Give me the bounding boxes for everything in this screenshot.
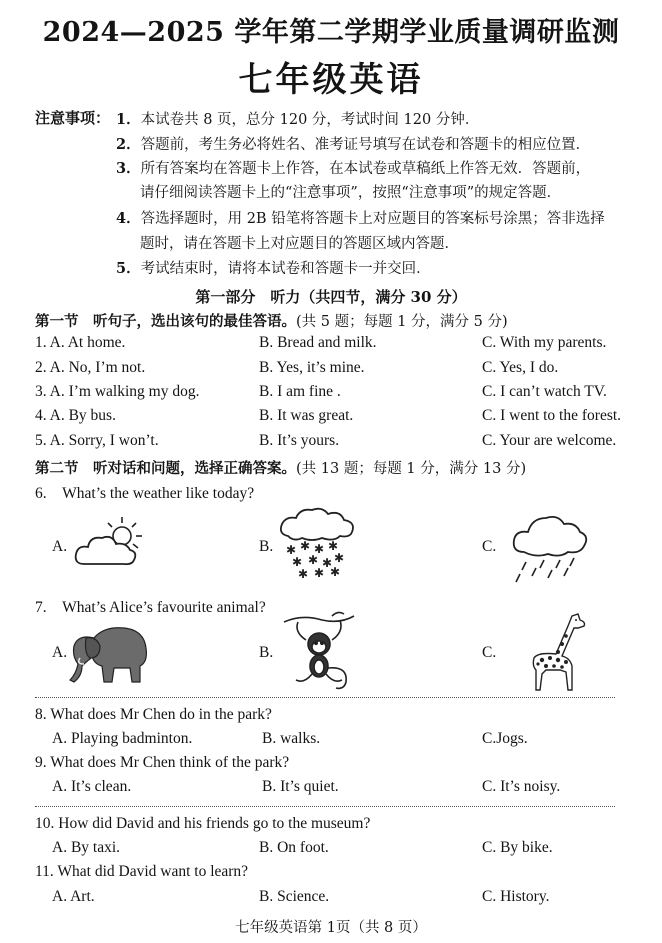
section1-heading: 第一节 听句子，选出该句的最佳答语。(共 5 题；每题 1 分，满分 5 分) <box>35 313 508 330</box>
svg-text:✱: ✱ <box>292 555 303 569</box>
q3-option-c: C. I can’t watch TV. <box>482 383 607 400</box>
svg-text:✱: ✱ <box>286 543 297 557</box>
q3-option-b: B. I am fine . <box>259 383 341 400</box>
q7-label-c: C. <box>482 644 497 661</box>
svg-text:✱: ✱ <box>328 539 339 553</box>
q5-option-a: 5. A. Sorry, I won’t. <box>35 432 159 449</box>
q10-option-b: B. On foot. <box>259 839 329 856</box>
q7-label-a: A. <box>52 644 68 661</box>
q8-text: 8. What does Mr Chen do in the park? <box>35 706 272 723</box>
svg-text:✱: ✱ <box>322 556 333 570</box>
q1-option-c: C. With my parents. <box>482 334 607 351</box>
elephant-icon <box>64 620 150 686</box>
svg-text:✱: ✱ <box>314 566 325 580</box>
svg-text:✱: ✱ <box>330 565 341 579</box>
q9-option-b: B. It’s quiet. <box>262 778 339 795</box>
q2-option-a: 2. A. No, I’m not. <box>35 359 146 376</box>
note-4-cont: 题时，请在答题卡上对应题目的答题区域内答题． <box>140 236 459 252</box>
q4-option-c: C. I went to the forest. <box>482 407 622 424</box>
note-3: 3．所有答案均在答题卡上作答，在本试卷或草稿纸上作答无效．答题前， <box>116 160 591 177</box>
exam-subtitle: 七年级英语 <box>238 60 424 100</box>
q10-option-c: C. By bike. <box>482 839 553 856</box>
q2-option-c: C. Yes, I do. <box>482 359 559 376</box>
giraffe-icon <box>520 612 592 692</box>
dotted-divider <box>35 697 615 698</box>
exam-title: 2024—2025 学年第二学期学业质量调研监测 <box>42 17 620 48</box>
q8-option-a: A. Playing badminton. <box>52 730 193 747</box>
q11-option-a: A. Art. <box>52 888 95 905</box>
page-footer: 七年级英语第 1页（共 8 页） <box>235 920 427 936</box>
monkey-icon <box>282 610 358 692</box>
q10-option-a: A. By taxi. <box>52 839 121 856</box>
q7-label-b: B. <box>259 644 274 661</box>
q1-option-a: 1. A. At home. <box>35 334 126 351</box>
part1-title: 第一部分 听力（共四节，满分 30 分） <box>195 288 467 306</box>
note-3-cont: 请仔细阅读答题卡上的“注意事项”，按照“注意事项”的规定答题． <box>140 185 562 201</box>
q11-option-c: C. History. <box>482 888 550 905</box>
q4-option-b: B. It was great. <box>259 407 354 424</box>
notes-label: 注意事项： <box>35 109 111 127</box>
q8-option-c: C.Jogs. <box>482 730 528 747</box>
q5-option-c: C. Your are welcome. <box>482 432 617 449</box>
q4-option-a: 4. A. By bus. <box>35 407 116 424</box>
q6-label-b: B. <box>259 538 274 555</box>
sunny-cloud-icon <box>70 512 150 572</box>
note-1: 1．本试卷共 8 页，总分 120 分，考试时间 120 分钟． <box>116 111 480 128</box>
q7-text: 7. What’s Alice’s favourite animal? <box>35 599 266 616</box>
q6-label-a: A. <box>52 538 68 555</box>
note-4: 4．答选择题时，用 2B 铅笔将答题卡上对应题目的答案标号涂黑；答非选择 <box>116 210 605 227</box>
q5-option-b: B. It’s yours. <box>259 432 340 449</box>
q10-text: 10. How did David and his friends go to the museum? <box>35 815 371 832</box>
q9-option-a: A. It’s clean. <box>52 778 132 795</box>
note-5: 5．考试结束时，请将本试卷和答题卡一并交回． <box>116 260 431 277</box>
q3-option-a: 3. A. I’m walking my dog. <box>35 383 200 400</box>
svg-text:✱: ✱ <box>314 542 325 556</box>
q1-option-b: B. Bread and milk. <box>259 334 377 351</box>
note-2: 2．答题前，考生务必将姓名、准考证号填写在试卷和答题卡的相应位置． <box>116 136 591 153</box>
q6-text: 6. What’s the weather like today? <box>35 485 255 502</box>
svg-text:✱: ✱ <box>334 551 345 565</box>
q11-option-b: B. Science. <box>259 888 330 905</box>
q9-option-c: C. It’s noisy. <box>482 778 561 795</box>
section2-heading: 第二节 听对话和问题，选择正确答案。(共 13 题；每题 1 分，满分 13 分) <box>35 460 527 477</box>
snow-cloud-icon <box>278 506 358 580</box>
q11-text: 11. What did David want to learn? <box>35 863 249 880</box>
rain-cloud-icon <box>510 508 590 584</box>
q9-text: 9. What does Mr Chen think of the park? <box>35 754 290 771</box>
svg-text:✱: ✱ <box>298 567 309 581</box>
q6-label-c: C. <box>482 538 497 555</box>
svg-text:✱: ✱ <box>300 539 311 553</box>
svg-text:✱: ✱ <box>308 553 319 567</box>
q8-option-b: B. walks. <box>262 730 321 747</box>
q2-option-b: B. Yes, it’s mine. <box>259 359 365 376</box>
dotted-divider <box>35 806 615 807</box>
